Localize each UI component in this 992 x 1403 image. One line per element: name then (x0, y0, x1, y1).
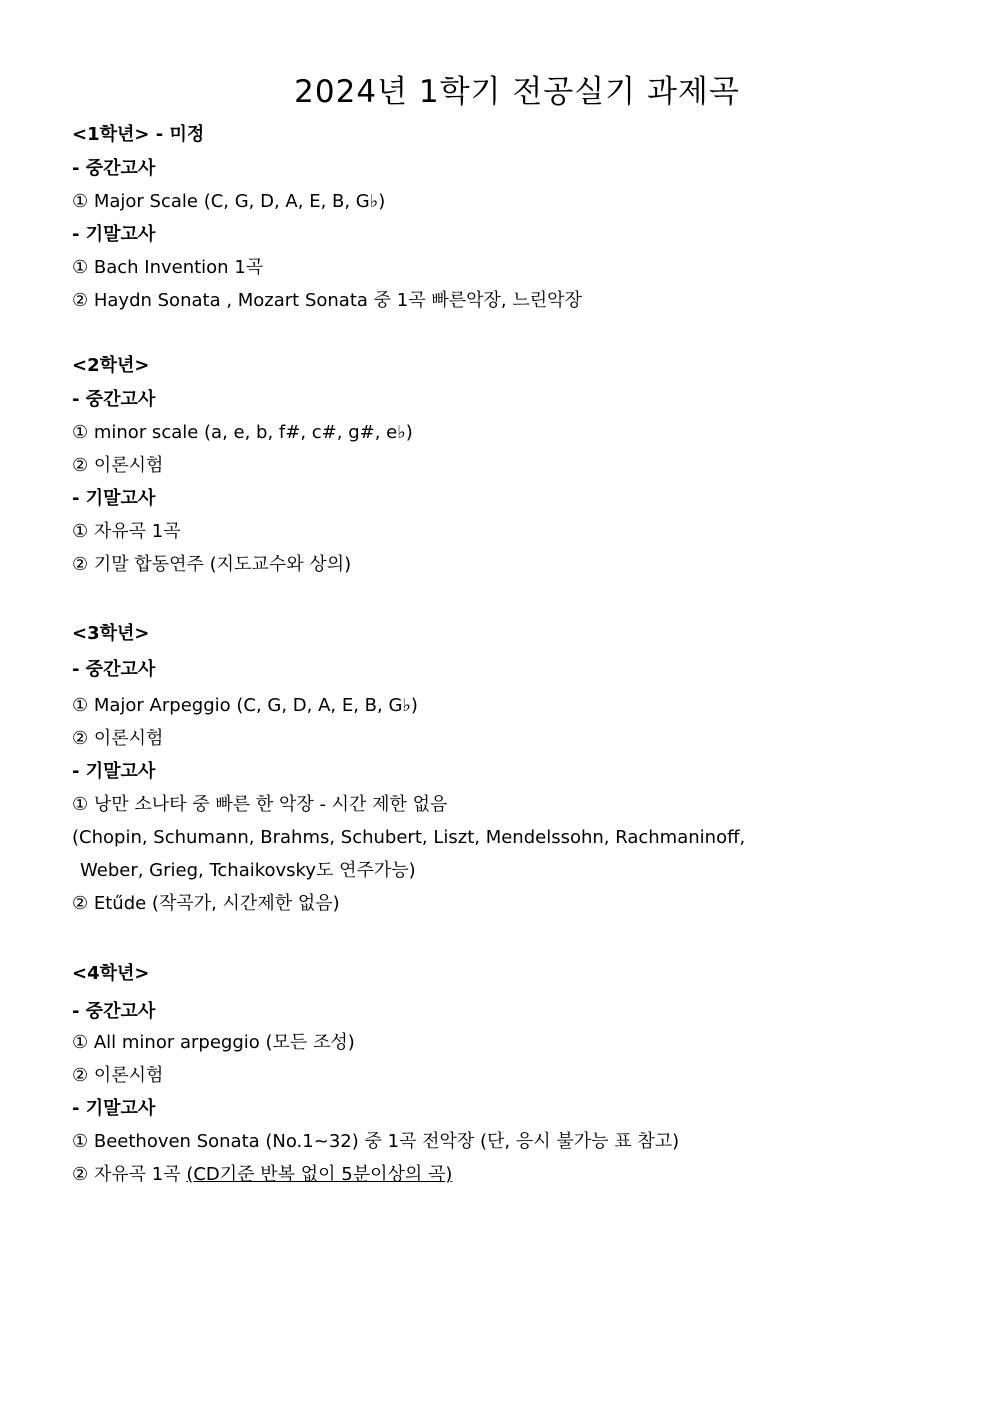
year1-midterm-label: - 중간고사 (72, 158, 156, 179)
year3-final-item-1: ① 낭만 소나타 중 빠른 한 악장 - 시간 제한 없음 (72, 794, 448, 815)
year1-heading: <1학년> - 미정 (72, 124, 205, 145)
year2-final-item-1: ① 자유곡 1곡 (72, 521, 181, 542)
year2-midterm-item-2: ② 이론시험 (72, 455, 164, 476)
year1-midterm-item-1: ① Major Scale (C, G, D, A, E, B, G♭) (72, 191, 386, 212)
year4-final-item-2-condition: (CD기준 반복 없이 5분이상의 곡) (186, 1164, 453, 1185)
page-title: 2024년 1학기 전공실기 과제곡 (294, 74, 740, 110)
year1-final-label: - 기말고사 (72, 224, 156, 245)
year1-final-item-2: ② Haydn Sonata , Mozart Sonata 중 1곡 빠른악장, 느린악장 (72, 290, 582, 311)
year3-midterm-item-2: ② 이론시험 (72, 728, 164, 749)
year4-midterm-label: - 중간고사 (72, 1001, 156, 1022)
year4-final-item-2 (72, 1163, 452, 1187)
year3-final-item-1-note-cont: Weber, Grieg, Tchaikovsky도 연주가능) (80, 860, 416, 881)
year3-final-label: - 기말고사 (72, 761, 156, 782)
year2-final-item-2: ② 기말 합동연주 (지도교수와 상의) (72, 554, 352, 575)
year3-final-item-1-note: (Chopin, Schumann, Brahms, Schubert, Liszt, Mendelssohn, Rachmaninoff, (72, 827, 746, 848)
year2-midterm-item-1: ① minor scale (a, e, b, f#, c#, g#, e♭) (72, 422, 413, 443)
year2-final-label: - 기말고사 (72, 488, 156, 509)
year2-midterm-label: - 중간고사 (72, 389, 156, 410)
year4-final-item-1: ① Beethoven Sonata (No.1~32) 중 1곡 전악장 (단, 응시 불가능 표 참고) (72, 1131, 680, 1152)
year4-midterm-item-1: ① All minor arpeggio (모든 조성) (72, 1032, 355, 1053)
year3-midterm-item-1: ① Major Arpeggio (C, G, D, A, E, B, G♭) (72, 695, 418, 716)
year3-heading: <3학년> (72, 623, 150, 644)
year4-final-item-2-text: ② 자유곡 1곡 (72, 1164, 187, 1185)
year2-heading: <2학년> (72, 355, 150, 376)
year4-midterm-item-2: ② 이론시험 (72, 1065, 164, 1086)
year1-final-item-1: ① Bach Invention 1곡 (72, 257, 264, 278)
year3-midterm-label: - 중간고사 (72, 659, 156, 680)
year4-heading: <4학년> (72, 963, 150, 984)
year3-final-item-2: ② Etűde (작곡가, 시간제한 없음) (72, 893, 340, 914)
year4-final-label: - 기말고사 (72, 1098, 156, 1119)
